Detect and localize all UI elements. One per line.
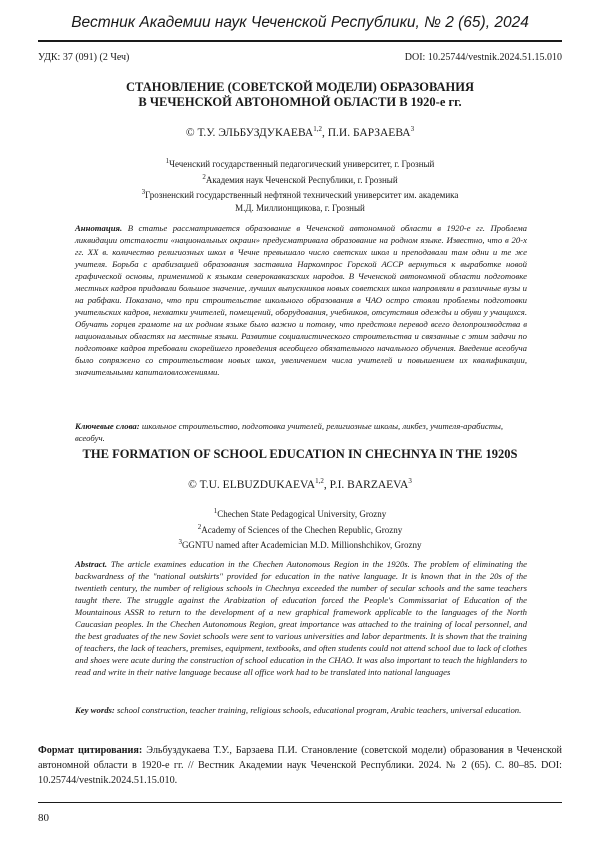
affiliation-num: 3: [178, 538, 182, 546]
affiliation-item: [60, 536, 540, 552]
citation-text: Эльбуздукаева Т.У., Барзаева П.И. Становление (советской модели) образования в Чеченской автономной области в 1920-е гг. // Вестник Академии наук Чеченской Республики. 2024. № 2 (65). С. 80–85. DOI: 10.25744/vestnik.2024.51.15.010.: [38, 745, 563, 786]
author-affiliation-ref: 3: [410, 125, 415, 133]
affiliation-num: 2: [197, 522, 202, 531]
keywords-text: school construction, teacher training, religious schools, educational program, Arabic teachers, universal education.: [117, 705, 522, 715]
title-line-1: СТАНОВЛЕНИЕ (СОВЕТСКОЙ МОДЕЛИ) ОБРАЗОВАНИЯ: [125, 80, 475, 94]
affiliation-num: 1: [165, 157, 170, 165]
affiliations-en: [60, 505, 540, 552]
author-affiliation-ref: 1,2: [315, 477, 324, 485]
doi-link[interactable]: DOI: 10.25744/vestnik.2024.51.15.010: [404, 52, 562, 63]
affiliation-text: Чеченский государственный педагогический университет, г. Грозный: [169, 159, 435, 169]
author-name: , P.I. BARZAEVA: [323, 478, 409, 491]
abstract-ru: [75, 222, 527, 378]
citation-label: Формат цитирования:: [38, 745, 143, 756]
abstract-text: The article examines education in the Chechen Autonomous Region in the 1920s. The problem of eliminating the backwardness of the "national outskirts" provided for education in the native language. It is known that in the 20s of the twentieth century, the number of religious schools in Chechnya exceeded the number of secular schools and the same teachers taught there. The struggle against the Arabization of education forced the People's Commissariat of Education of the Mountainous ASSR to return to the development of a new graphical framework applicable to the languages of the North Caucasian peoples. In the Chechen Autonomous Region, great importance was attached to the training of local personnel, and the best graduates of the new Soviet schools were sent to various universities and labor departments. It is shown that the training of teachers, the lack of teachers, premises, equipment, textbooks, and often students could not attend school due to lack of clothes and shoes were acute during the construction of school education in the CHAO. It was also important to teach the highlanders to read and write in their native language because all office work had to be translated into national languages: [75, 559, 528, 677]
affiliation-num: 1: [213, 507, 218, 515]
keywords-ru: [75, 420, 527, 444]
citation-format: [38, 743, 562, 788]
udk-code: УДК: 37 (091) (2 Чеч): [38, 52, 130, 63]
affiliations-ru: [60, 155, 540, 214]
author-name: © T.U. ELBUZDUKAEVA: [188, 478, 316, 491]
authors-ru: [38, 125, 562, 139]
keywords-label: Key words:: [75, 705, 115, 715]
affiliation-num: 3: [141, 188, 146, 196]
keywords-text: школьное строительство, подготовка учителей, религиозные школы, ликбез, учителя-арабисты, всеобуч.: [75, 421, 504, 443]
keywords-label: Ключевые слова:: [75, 421, 140, 431]
abstract-en: [75, 558, 527, 678]
affiliation-text: Academy of Sciences of the Chechen Republic, Grozny: [201, 524, 403, 535]
affiliation-text: Грозненский государственный нефтяной технический университет им. академика: [145, 190, 459, 200]
journal-title: Вестник Академии наук Чеченской Республики, № 2 (65), 2024: [71, 14, 529, 31]
author-name: © Т.У. ЭЛЬБУЗДУКАЕВА: [185, 126, 314, 139]
affiliation-item: [60, 171, 540, 187]
title-line-2: В ЧЕЧЕНСКОЙ АВТОНОМНОЙ ОБЛАСТИ В 1920-е гг.: [138, 95, 462, 109]
page-number: 80: [38, 812, 49, 824]
affiliation-item: М.Д. Миллионщикова, г. Грозный: [235, 202, 365, 213]
footer-divider: [38, 802, 562, 803]
affiliation-num: 2: [202, 172, 206, 181]
affiliation-text: Chechen State Pedagogical University, Grozny: [217, 509, 387, 519]
header-divider: [38, 40, 562, 42]
author-affiliation-ref: 1,2: [313, 125, 322, 133]
affiliation-text: Академия наук Чеченской Республики, г. Грозный: [205, 174, 398, 185]
author-affiliation-ref: 3: [408, 477, 412, 485]
keywords-en: [75, 704, 527, 716]
affiliation-item: [60, 505, 540, 521]
affiliation-item: [60, 186, 540, 202]
abstract-label: Abstract.: [75, 559, 108, 569]
author-name: , П.И. БАРЗАЕВА: [321, 126, 411, 139]
affiliation-item: [60, 521, 540, 537]
authors-en: [38, 477, 562, 491]
article-title-ru: [60, 80, 540, 110]
abstract-text: В статье рассматривается образование в Чеченской автономной области в 1920-е гг. Проблема ликвидации отсталости «национальных окраин» предусматривала образование на родном языке. Известно, что в 20-х гг. XX в. количество религиозных школ в Чечне превышало число светских школ и преподавали там одни и те же учителя. Борьба с арабизацией образования заставила Наркомпрос Горской АССР вернуться к выработке новой графической основы, применимой к языкам северокавказских народов. В Чеченской автономной области подготовке местных кадров придавали большое значение, лучших выпускников новых советских школ направляли в различные вузы и на рабфаки. Показано, что при строительстве школьного образования в ЧАО остро стояли проблемы подготовки учительских кадров, нехватки учителей, помещений, оборудования, учебников, отсутствия одежды и обуви у учащихся. Обучать горцев грамоте на их родном языке было важно и потому, что предстоял перевод всего делопроизводства в национальных областях на местные языки. Развитие социалистического строительства и связанные с этим задачи по подготовке кадров требовали скорейшего проведения всеобщего обязательного начального обучения. Введение всеобуча было сопряжено со строительством новых школ, увеличением числа учителей и повышением их квалификации, значительными капиталовложениями.: [75, 223, 528, 377]
affiliation-item: [60, 155, 540, 171]
affiliation-text: GGNTU named after Academician M.D. Millionshchikov, Grozny: [181, 540, 422, 550]
abstract-label: Аннотация.: [75, 223, 123, 233]
article-title-en: THE FORMATION OF SCHOOL EDUCATION IN CHECHNYA IN THE 1920S: [82, 447, 518, 461]
